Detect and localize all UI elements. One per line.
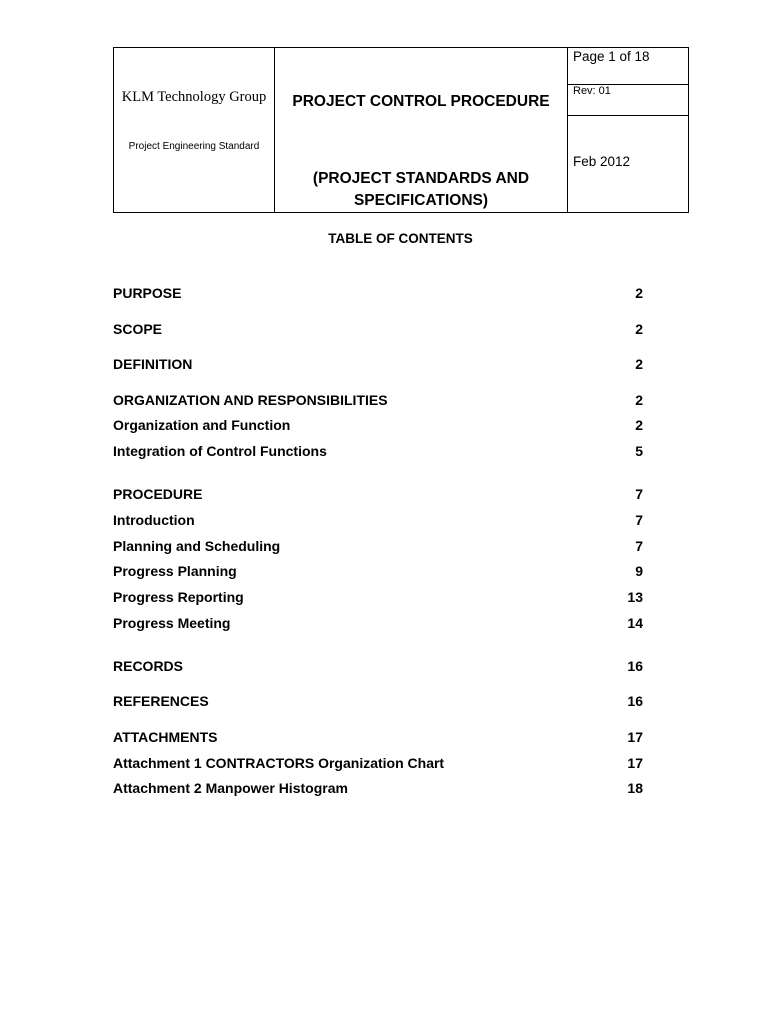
document-title: PROJECT CONTROL PROCEDURE [292, 93, 550, 110]
toc-entry-label: PROCEDURE [113, 486, 203, 502]
toc-entry-label: Progress Meeting [113, 615, 231, 631]
company-name: KLM Technology Group [121, 89, 267, 105]
revision: Rev: 01 [573, 85, 611, 97]
toc-entry-page: 2 [635, 392, 643, 408]
toc-entry-page: 5 [635, 443, 643, 459]
toc-entry-page: 13 [627, 589, 643, 605]
toc-entry-label: ATTACHMENTS [113, 729, 218, 745]
toc-entry-label: Progress Reporting [113, 589, 244, 605]
toc-entry-label: Integration of Control Functions [113, 443, 327, 459]
toc-entry-page: 2 [635, 321, 643, 337]
toc-entry-page: 2 [635, 356, 643, 372]
toc-entry-label: RECORDS [113, 658, 184, 674]
toc-entry-label: REFERENCES [113, 693, 209, 709]
toc-entry-page: 2 [635, 417, 643, 433]
toc-entry-page: 7 [635, 486, 643, 502]
document-date: Feb 2012 [573, 154, 631, 169]
toc-entry-label: Attachment 1 CONTRACTORS Organization Chart [113, 755, 445, 771]
toc-entry-label: SCOPE [113, 321, 163, 337]
standard-name: Project Engineering Standard [128, 141, 260, 152]
toc-entry-page: 14 [627, 615, 643, 631]
toc-entry-label: Attachment 2 Manpower Histogram [113, 780, 348, 796]
toc-entry-page: 9 [635, 563, 643, 579]
document-header [113, 47, 689, 213]
toc-title: TABLE OF CONTENTS [328, 231, 473, 246]
toc-entry-label: DEFINITION [113, 356, 193, 372]
toc-entry-page: 18 [627, 780, 643, 796]
header-divider [567, 115, 688, 116]
toc-entry-page: 7 [635, 538, 643, 554]
toc-entry-label: ORGANIZATION AND RESPONSIBILITIES [113, 392, 388, 408]
toc-entry-page: 16 [627, 658, 643, 674]
header-divider [567, 48, 568, 212]
toc-entry-label: Planning and Scheduling [113, 538, 281, 554]
document-subtitle: (PROJECT STANDARDS AND SPECIFICATIONS) [312, 170, 530, 209]
toc-entry-page: 2 [635, 285, 643, 301]
toc-entry-page: 7 [635, 512, 643, 528]
toc-entry-label: Progress Planning [113, 563, 237, 579]
toc-entry-page: 17 [627, 729, 643, 745]
toc-entry-label: Organization and Function [113, 417, 291, 433]
page-info: Page 1 of 18 [573, 49, 650, 64]
toc-entry-label: Introduction [113, 512, 195, 528]
toc-entry-page: 16 [627, 693, 643, 709]
toc-entry-page: 17 [627, 755, 643, 771]
toc-entry-label: PURPOSE [113, 285, 182, 301]
